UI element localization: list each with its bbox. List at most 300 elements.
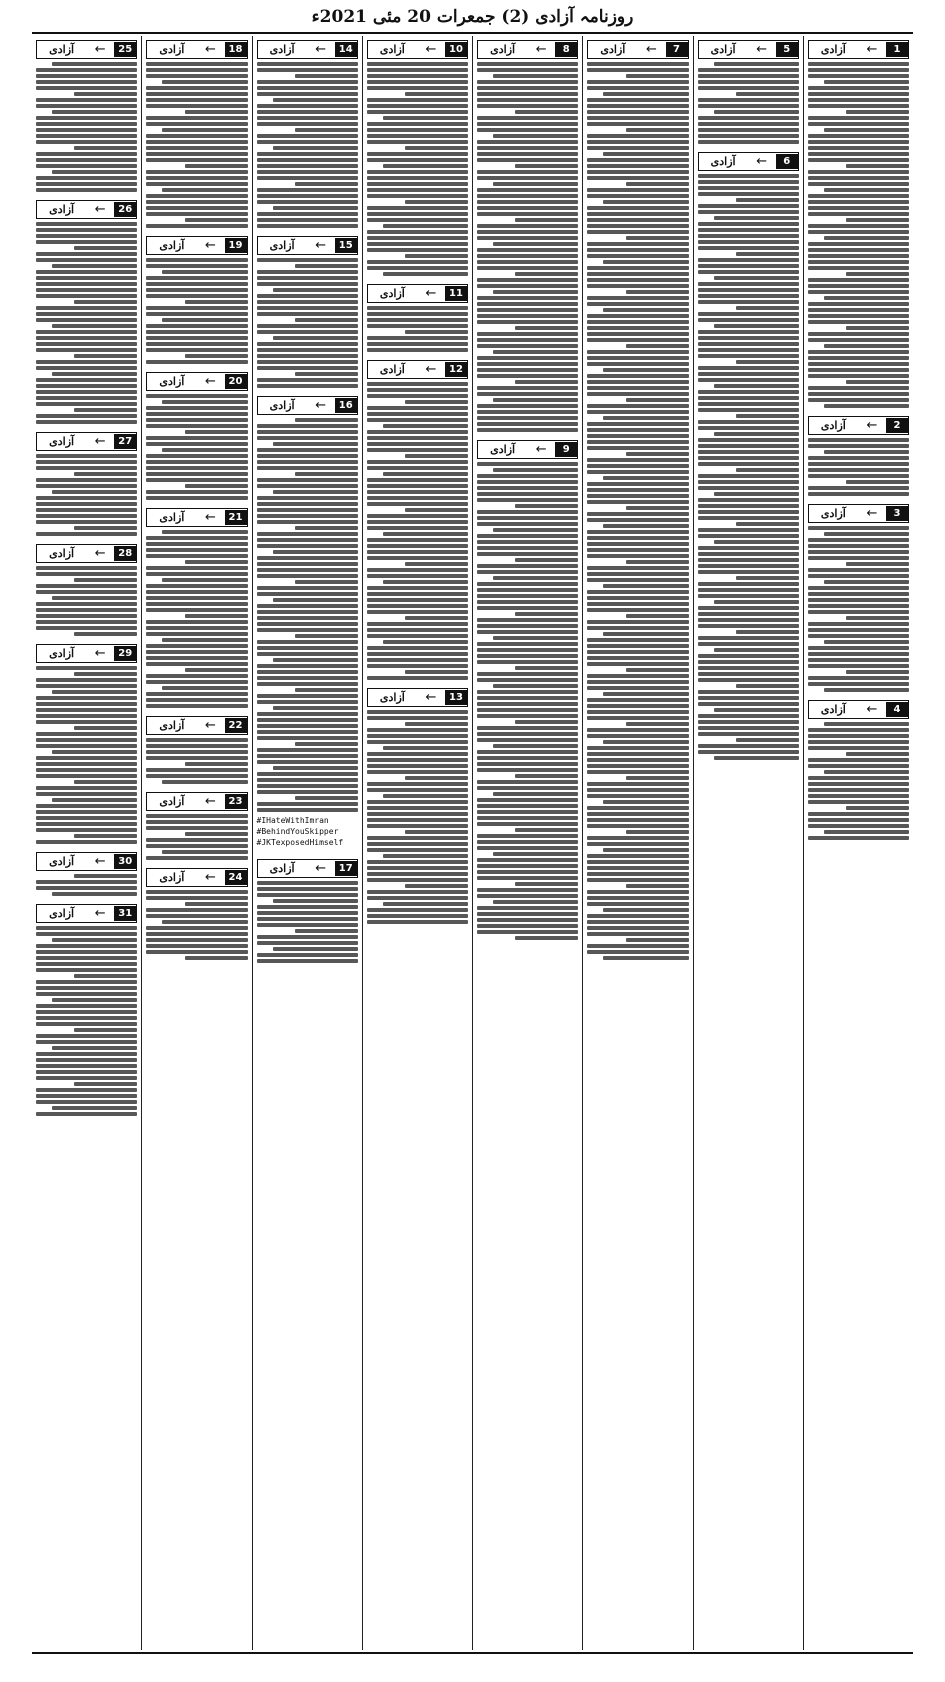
news-item — [698, 150, 799, 760]
text-line — [36, 804, 137, 808]
item-text-block — [367, 710, 468, 924]
text-line — [257, 300, 358, 304]
text-line — [698, 174, 799, 178]
item-number: 30 — [114, 854, 136, 869]
text-line — [587, 896, 688, 900]
text-line — [587, 278, 688, 282]
text-line — [146, 926, 247, 930]
text-line — [477, 786, 578, 790]
text-line — [146, 264, 247, 268]
news-item — [36, 902, 137, 1116]
item-header — [257, 236, 358, 255]
text-line — [367, 104, 468, 108]
text-line — [257, 324, 358, 328]
text-line — [477, 696, 578, 700]
text-line — [477, 702, 578, 706]
text-line — [587, 314, 688, 318]
text-line — [257, 544, 358, 548]
text-line — [74, 726, 137, 730]
text-line — [477, 894, 578, 898]
text-line — [808, 368, 909, 372]
text-line — [383, 640, 468, 644]
text-line — [824, 688, 909, 692]
text-line — [587, 644, 688, 648]
text-line — [736, 252, 799, 256]
text-line — [36, 80, 137, 84]
text-line — [587, 890, 688, 894]
text-line — [367, 74, 468, 78]
text-line — [36, 1094, 137, 1098]
text-line — [477, 648, 578, 652]
text-line — [367, 436, 468, 440]
text-line — [626, 830, 689, 834]
text-line — [146, 738, 247, 742]
text-line — [36, 840, 137, 844]
text-line — [587, 140, 688, 144]
text-line — [477, 552, 578, 556]
text-line — [477, 260, 578, 264]
text-line — [367, 122, 468, 126]
text-line — [587, 950, 688, 954]
text-line — [477, 314, 578, 318]
arrow-left-icon: ← — [94, 646, 106, 661]
text-line — [587, 386, 688, 390]
text-line — [587, 110, 688, 114]
text-line — [477, 194, 578, 198]
text-line — [146, 324, 247, 328]
text-line — [736, 576, 799, 580]
text-line — [587, 470, 688, 474]
news-item — [146, 506, 247, 708]
text-line — [146, 406, 247, 410]
text-line — [36, 390, 137, 394]
item-number: 2 — [886, 418, 908, 433]
text-line — [714, 708, 799, 712]
text-line — [295, 688, 358, 692]
text-line — [698, 342, 799, 346]
text-line — [698, 116, 799, 120]
text-line — [587, 212, 688, 216]
text-line — [257, 772, 358, 776]
text-line — [405, 776, 468, 780]
text-line — [698, 300, 799, 304]
text-line — [257, 784, 358, 788]
item-text-block — [257, 62, 358, 228]
text-line — [587, 350, 688, 354]
text-line — [587, 764, 688, 768]
text-line — [36, 944, 137, 948]
text-line — [405, 722, 468, 726]
item-text-block — [146, 258, 247, 364]
text-line — [367, 242, 468, 246]
text-line — [477, 660, 578, 664]
item-text-block — [146, 394, 247, 500]
text-line — [808, 456, 909, 460]
text-line — [146, 258, 247, 262]
text-line — [36, 720, 137, 724]
text-line — [257, 808, 358, 812]
text-line — [736, 306, 799, 310]
text-line — [405, 254, 468, 258]
item-text-block — [146, 738, 247, 784]
text-line — [587, 428, 688, 432]
text-line — [477, 606, 578, 610]
text-line — [146, 312, 247, 316]
text-line — [36, 572, 137, 576]
item-text-block — [257, 881, 358, 963]
news-item — [367, 282, 468, 352]
text-line — [477, 410, 578, 414]
text-line — [587, 812, 688, 816]
arrow-left-icon: ← — [756, 42, 768, 57]
text-line — [74, 246, 137, 250]
text-line — [146, 584, 247, 588]
item-text-block — [808, 438, 909, 496]
text-line — [587, 98, 688, 102]
text-line — [146, 656, 247, 660]
text-line — [477, 708, 578, 712]
text-line — [808, 242, 909, 246]
news-item — [257, 394, 358, 851]
text-line — [257, 640, 358, 644]
text-line — [477, 212, 578, 216]
text-line — [587, 680, 688, 684]
text-line — [185, 110, 248, 114]
item-header — [146, 716, 247, 735]
text-line — [587, 86, 688, 90]
text-line — [587, 710, 688, 714]
text-line — [698, 354, 799, 358]
text-line — [185, 218, 248, 222]
text-line — [36, 1010, 137, 1014]
text-line — [477, 158, 578, 162]
text-line — [36, 1022, 137, 1026]
item-label: آزادی — [159, 719, 185, 732]
text-line — [698, 504, 799, 508]
text-line — [367, 848, 468, 852]
text-line — [257, 568, 358, 572]
text-line — [477, 810, 578, 814]
text-line — [698, 402, 799, 406]
item-header — [36, 904, 137, 923]
text-line — [36, 968, 137, 972]
text-line — [587, 326, 688, 330]
text-line — [367, 550, 468, 554]
text-line — [587, 746, 688, 750]
text-line — [808, 776, 909, 780]
arrow-left-icon: ← — [646, 42, 657, 57]
text-line — [162, 270, 247, 274]
text-line — [515, 326, 578, 330]
text-line — [36, 926, 137, 930]
item-label: آزادی — [269, 239, 295, 252]
text-line — [698, 68, 799, 72]
text-line — [808, 374, 909, 378]
text-line — [185, 560, 248, 564]
text-line — [698, 438, 799, 442]
text-line — [587, 650, 688, 654]
text-line — [146, 306, 247, 310]
text-line — [146, 626, 247, 630]
text-line — [808, 818, 909, 822]
text-line — [808, 764, 909, 768]
text-line — [477, 462, 578, 466]
news-item — [587, 38, 688, 960]
text-line — [146, 360, 247, 364]
text-line — [808, 392, 909, 396]
news-item — [146, 866, 247, 960]
text-line — [257, 628, 358, 632]
text-line — [257, 188, 358, 192]
text-line — [477, 498, 578, 502]
text-line — [36, 532, 137, 536]
text-line — [273, 146, 358, 150]
news-item — [146, 38, 247, 228]
text-line — [698, 180, 799, 184]
text-line — [626, 74, 689, 78]
item-label: آزادی — [710, 155, 736, 168]
text-line — [698, 654, 799, 658]
text-line — [587, 602, 688, 606]
text-line — [808, 468, 909, 472]
text-line — [295, 634, 358, 638]
text-line — [36, 152, 137, 156]
text-line — [273, 947, 358, 951]
text-line — [736, 198, 799, 202]
text-line — [477, 726, 578, 730]
item-label: آزادی — [159, 239, 185, 252]
text-line — [477, 62, 578, 66]
text-line — [367, 312, 468, 316]
text-line — [36, 98, 137, 102]
text-line — [698, 594, 799, 598]
text-line — [36, 68, 137, 72]
text-line — [515, 504, 578, 508]
text-line — [146, 294, 247, 298]
arrow-left-icon: ← — [94, 906, 106, 921]
text-line — [367, 526, 468, 530]
text-line — [587, 530, 688, 534]
text-line — [146, 572, 247, 576]
text-line — [257, 448, 358, 452]
text-line — [808, 152, 909, 156]
text-line — [477, 200, 578, 204]
text-line — [146, 620, 247, 624]
text-line — [36, 614, 137, 618]
text-line — [295, 264, 358, 268]
text-line — [808, 362, 909, 366]
news-item — [146, 234, 247, 364]
text-line — [295, 182, 358, 186]
text-line — [36, 980, 137, 984]
text-line — [698, 270, 799, 274]
text-line — [257, 86, 358, 90]
text-line — [36, 666, 137, 670]
text-line — [367, 860, 468, 864]
text-line — [477, 768, 578, 772]
news-column — [803, 36, 913, 1650]
item-header — [808, 504, 909, 523]
item-number: 24 — [225, 870, 247, 885]
text-line — [146, 74, 247, 78]
text-line — [367, 740, 468, 744]
text-line — [477, 344, 578, 348]
text-line — [587, 806, 688, 810]
text-line — [587, 68, 688, 72]
text-line — [587, 218, 688, 222]
text-line — [808, 146, 909, 150]
text-line — [367, 230, 468, 234]
text-line — [146, 674, 247, 678]
text-line — [808, 176, 909, 180]
text-line — [36, 282, 137, 286]
text-line — [477, 392, 578, 396]
text-line — [587, 104, 688, 108]
text-line — [367, 914, 468, 918]
text-line — [477, 510, 578, 514]
text-line — [367, 728, 468, 732]
item-label: آزادی — [49, 547, 75, 560]
arrow-left-icon: ← — [425, 286, 437, 301]
text-line — [698, 420, 799, 424]
text-line — [367, 544, 468, 548]
text-line — [587, 878, 688, 882]
text-line — [146, 496, 247, 500]
text-line — [162, 188, 247, 192]
text-line — [257, 276, 358, 280]
text-line — [36, 478, 137, 482]
top-rule — [32, 32, 913, 34]
text-line — [257, 941, 358, 945]
text-line — [74, 874, 137, 878]
text-line — [477, 386, 578, 390]
text-line — [587, 536, 688, 540]
item-header — [367, 360, 468, 379]
text-line — [185, 300, 248, 304]
text-line — [493, 852, 578, 856]
text-line — [74, 300, 137, 304]
text-line — [36, 104, 137, 108]
text-line — [846, 218, 909, 222]
text-line — [162, 530, 247, 534]
text-line — [367, 406, 468, 410]
text-line — [36, 962, 137, 966]
text-line — [477, 428, 578, 432]
text-line — [367, 86, 468, 90]
text-line — [185, 956, 248, 960]
text-line — [587, 914, 688, 918]
text-line — [367, 496, 468, 500]
text-line — [808, 140, 909, 144]
text-line — [626, 182, 689, 186]
text-line — [493, 290, 578, 294]
text-line — [36, 336, 137, 340]
text-line — [367, 890, 468, 894]
text-line — [367, 610, 468, 614]
text-line — [257, 802, 358, 806]
text-line — [273, 899, 358, 903]
item-number: 18 — [225, 42, 247, 57]
text-line — [587, 194, 688, 198]
bottom-rule — [32, 1652, 913, 1654]
text-line — [846, 164, 909, 168]
text-line — [367, 628, 468, 632]
text-line — [477, 798, 578, 802]
text-line — [36, 950, 137, 954]
text-line — [808, 598, 909, 602]
text-line — [698, 228, 799, 232]
text-line — [477, 266, 578, 270]
text-line — [477, 486, 578, 490]
text-line — [146, 288, 247, 292]
text-line — [146, 944, 247, 948]
arrow-left-icon: ← — [205, 42, 216, 57]
item-header — [698, 40, 799, 59]
item-text-block — [36, 454, 137, 536]
text-line — [587, 458, 688, 462]
text-line — [587, 872, 688, 876]
text-line — [603, 416, 688, 420]
text-line — [383, 116, 468, 120]
text-line — [36, 318, 137, 322]
text-line — [257, 306, 358, 310]
text-line — [74, 146, 137, 150]
text-line — [257, 700, 358, 704]
text-line — [493, 242, 578, 246]
text-line — [146, 756, 247, 760]
text-line — [146, 890, 247, 894]
text-line — [36, 116, 137, 120]
text-line — [698, 104, 799, 108]
text-line — [477, 254, 578, 258]
text-line — [257, 514, 358, 518]
text-line — [405, 616, 468, 620]
text-line — [736, 522, 799, 526]
text-line — [146, 68, 247, 72]
text-line — [808, 462, 909, 466]
text-line — [367, 872, 468, 876]
text-line — [36, 396, 137, 400]
text-line — [477, 600, 578, 604]
text-line — [36, 1058, 137, 1062]
text-line — [477, 116, 578, 120]
text-line — [36, 128, 137, 132]
text-line — [587, 548, 688, 552]
text-line — [587, 410, 688, 414]
news-item — [367, 358, 468, 680]
text-line — [698, 552, 799, 556]
text-line — [146, 276, 247, 280]
text-line — [626, 236, 689, 240]
text-line — [52, 998, 137, 1002]
text-line — [367, 266, 468, 270]
text-line — [257, 194, 358, 198]
text-line — [603, 368, 688, 372]
text-line — [146, 460, 247, 464]
news-item — [146, 370, 247, 500]
item-header — [257, 859, 358, 878]
text-line — [383, 902, 468, 906]
text-line — [273, 598, 358, 602]
text-line — [477, 320, 578, 324]
text-line — [257, 790, 358, 794]
text-line — [587, 626, 688, 630]
text-line — [477, 738, 578, 742]
text-line — [698, 510, 799, 514]
text-line — [367, 158, 468, 162]
text-line — [367, 236, 468, 240]
text-line — [477, 356, 578, 360]
